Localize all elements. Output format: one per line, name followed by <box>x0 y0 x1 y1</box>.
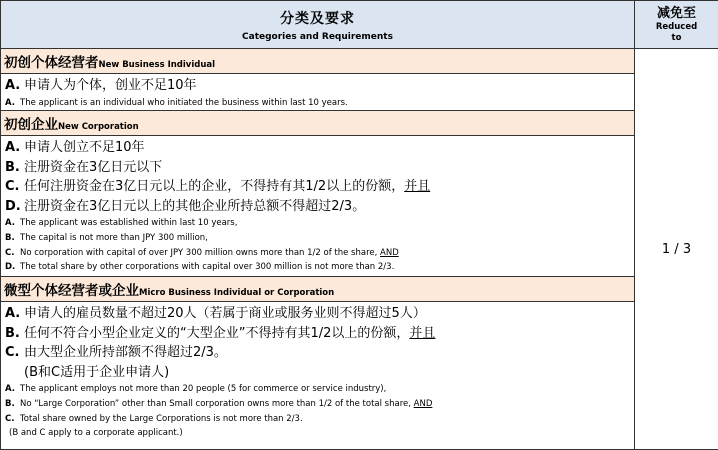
requirement-en-c: C. Total share owned by the Large Corporations is not more than 2/3. <box>5 412 630 427</box>
header-reduced-en-2: to <box>635 33 718 44</box>
requirement-zh-a: A. 申请人为个体，创业不足10年 <box>5 76 630 96</box>
requirement-zh-a: A. 申请人创立不足10年 <box>5 138 630 158</box>
requirement-en-a: A. The applicant is an individual who initiated the business within last 10 years. <box>5 96 630 111</box>
section-title-en: New Business Individual <box>99 60 216 70</box>
header-categories-en: Categories and Requirements <box>1 32 634 42</box>
requirement-en-a: A. The applicant was established within last 10 years, <box>5 216 630 231</box>
requirement-en-b: B. The capital is not more than JPY 300 million, <box>5 231 630 246</box>
section-title-en: Micro Business Individual or Corporation <box>139 288 334 298</box>
requirement-zh-d: D. 注册资金在3亿日元以上的其他企业所持总额不得超过2/3。 <box>5 197 630 217</box>
and-underlined: 并且 <box>404 179 430 194</box>
requirement-en-d: D. The total share by other corporations with capital over 300 million is not more than 2/3. <box>5 260 630 275</box>
section-body-micro-business <box>1 302 635 450</box>
header-reduced-to <box>635 1 718 49</box>
section-title-en: New Corporation <box>58 122 139 132</box>
requirement-zh-c: C. 任何注册资金在3亿日元以上的企业，不得持有其1/2以上的份额，并且 <box>5 177 630 197</box>
header-categories <box>1 1 635 49</box>
section-title-new-business-individual <box>1 49 635 74</box>
reduction-value: 1 / 3 <box>662 242 691 257</box>
section-body-new-corporation <box>1 136 635 277</box>
requirement-zh-c: C. 由大型企业所持部额不得超过2/3。 <box>5 343 630 363</box>
requirement-en-c: C. No corporation with capital of over JPY 300 million owns more than 1/2 of the share, AND <box>5 246 630 261</box>
section-title-zh: 初创企业 <box>4 117 58 133</box>
and-underlined: AND <box>380 248 399 258</box>
section-body-new-business-individual <box>1 74 635 111</box>
reduction-value-cell <box>635 49 718 450</box>
requirement-en-a: A. The applicant employs not more than 20 people (5 for commerce or service industry), <box>5 382 630 397</box>
and-underlined: AND <box>414 399 433 409</box>
requirement-zh-a: A. 申请人的雇员数量不超过20人（若属于商业或服务业则不得超过5人） <box>5 304 630 324</box>
header-reduced-en-1: Reduced <box>635 22 718 33</box>
section-title-micro-business <box>1 277 635 302</box>
section-title-zh: 微型个体经营者或企业 <box>4 283 139 299</box>
applicability-note-en: (B and C apply to a corporate applicant.) <box>5 426 630 441</box>
applicability-note-zh: (B和C适用于企业申请人) <box>5 363 630 383</box>
requirement-en-b: B. No “Large Corporation” other than Small corporation owns more than 1/2 of the total share, AND <box>5 397 630 412</box>
section-title-new-corporation <box>1 111 635 136</box>
requirement-zh-b: B. 任何不符合小型企业定义的“大型企业”不得持有其1/2以上的份额，并且 <box>5 324 630 344</box>
header-categories-zh: 分类及要求 <box>1 8 634 28</box>
section-title-zh: 初创个体经营者 <box>4 55 99 71</box>
and-underlined: 并且 <box>409 326 435 341</box>
header-reduced-zh: 减免至 <box>635 6 718 22</box>
requirement-zh-b: B. 注册资金在3亿日元以下 <box>5 158 630 178</box>
